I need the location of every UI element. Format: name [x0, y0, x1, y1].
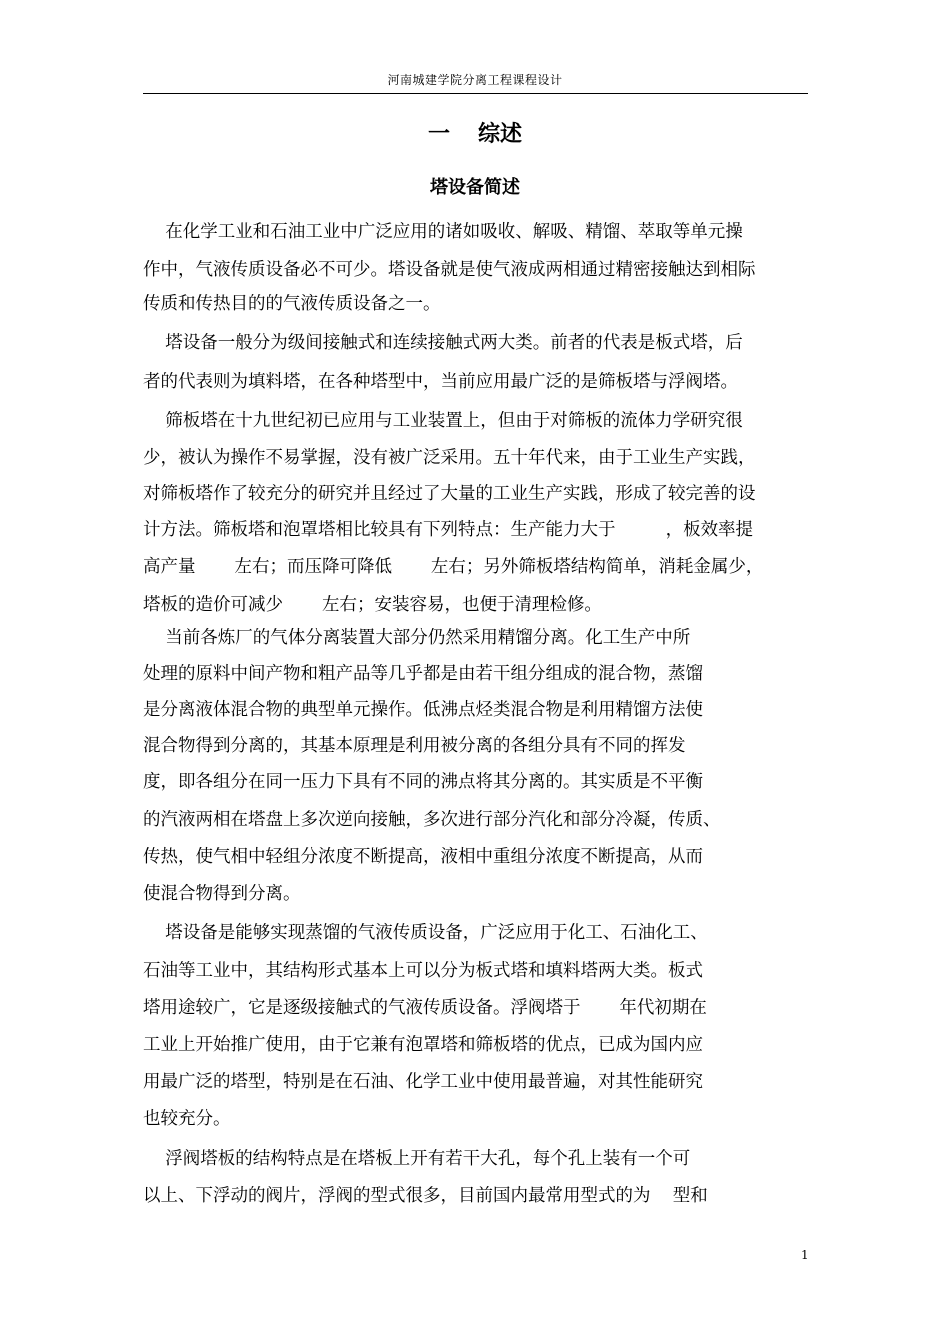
chapter-title-text: 综述: [478, 122, 523, 147]
section-title: 塔设备简述: [430, 177, 520, 198]
body-line: 对筛板塔作了较充分的研究并且经过了大量的工业生产实践，形成了较完善的设: [143, 484, 756, 504]
page-header: 河南城建学院分离工程课程设计: [387, 73, 563, 87]
body-line: 在化学工业和石油工业中广泛应用的诸如吸收、解吸、精馏、萃取等单元操: [143, 222, 743, 242]
body-line: 少，被认为操作不易掌握，没有被广泛采用。五十年代来，由于工业生产实践，: [143, 448, 756, 468]
page-number: 1: [801, 1248, 809, 1262]
body-line: 筛板塔在十九世纪初已应用与工业装置上，但由于对筛板的流体力学研究很: [143, 411, 743, 431]
body-line: 作中，气液传质设备必不可少。塔设备就是使气液成两相通过精密接触达到相际: [143, 260, 756, 280]
body-line: 的汽液两相在塔盘上多次逆向接触，多次进行部分汽化和部分冷凝，传质、: [143, 810, 721, 830]
body-line: 以上、下浮动的阀片，浮阀的型式很多，目前国内最常用型式的为 型和: [143, 1186, 708, 1206]
body-line: 度，即各组分在同一压力下具有不同的沸点将其分离的。其实质是不平衡: [143, 772, 703, 792]
body-line: 当前各炼厂的气体分离装置大部分仍然采用精馏分离。化工生产中所: [143, 628, 691, 648]
body-line: 用最广泛的塔型，特别是在石油、化学工业中使用最普遍，对其性能研究: [143, 1072, 703, 1092]
body-line: 传热，使气相中轻组分浓度不断提高，液相中重组分浓度不断提高，从而: [143, 847, 703, 867]
body-line: 工业上开始推广使用，由于它兼有泡罩塔和筛板塔的优点，已成为国内应: [143, 1035, 703, 1055]
body-line: 塔用途较广，它是逐级接触式的气液传质设备。浮阀塔于 年代初期在: [143, 998, 707, 1018]
body-line: 塔设备一般分为级间接触式和连续接触式两大类。前者的代表是板式塔，后: [143, 333, 743, 353]
body-line: 混合物得到分离的，其基本原理是利用被分离的各组分具有不同的挥发: [143, 736, 686, 756]
body-line: 浮阀塔板的结构特点是在塔板上开有若干大孔，每个孔上装有一个可: [143, 1149, 691, 1169]
body-line: 塔板的造价可减少 左右；安装容易，也便于清理检修。: [143, 595, 602, 615]
chapter-number: 一: [427, 122, 450, 147]
body-line: 使混合物得到分离。: [143, 884, 301, 904]
chapter-title: [0, 117, 950, 148]
body-line: 塔设备是能够实现蒸馏的气液传质设备，广泛应用于化工、石油化工、: [143, 923, 708, 943]
body-line: 是分离液体混合物的典型单元操作。低沸点烃类混合物是利用精馏方法使: [143, 700, 703, 720]
body-line: 者的代表则为填料塔，在各种塔型中，当前应用最广泛的是筛板塔与浮阀塔。: [143, 372, 738, 392]
body-line: 也较充分。: [143, 1109, 231, 1129]
body-line: 计方法。筛板塔和泡罩塔相比较具有下列特点：生产能力大于 ，板效率提: [143, 520, 754, 540]
header-rule: [143, 93, 808, 94]
body-line: 处理的原料中间产物和粗产品等几乎都是由若干组分组成的混合物，蒸馏: [143, 664, 703, 684]
body-line: 高产量 左右；而压降可降低 左右；另外筛板塔结构简单，消耗金属少，: [143, 557, 764, 577]
body-line: 石油等工业中，其结构形式基本上可以分为板式塔和填料塔两大类。板式: [143, 961, 703, 981]
body-line: 传质和传热目的的气液传质设备之一。: [143, 294, 441, 314]
